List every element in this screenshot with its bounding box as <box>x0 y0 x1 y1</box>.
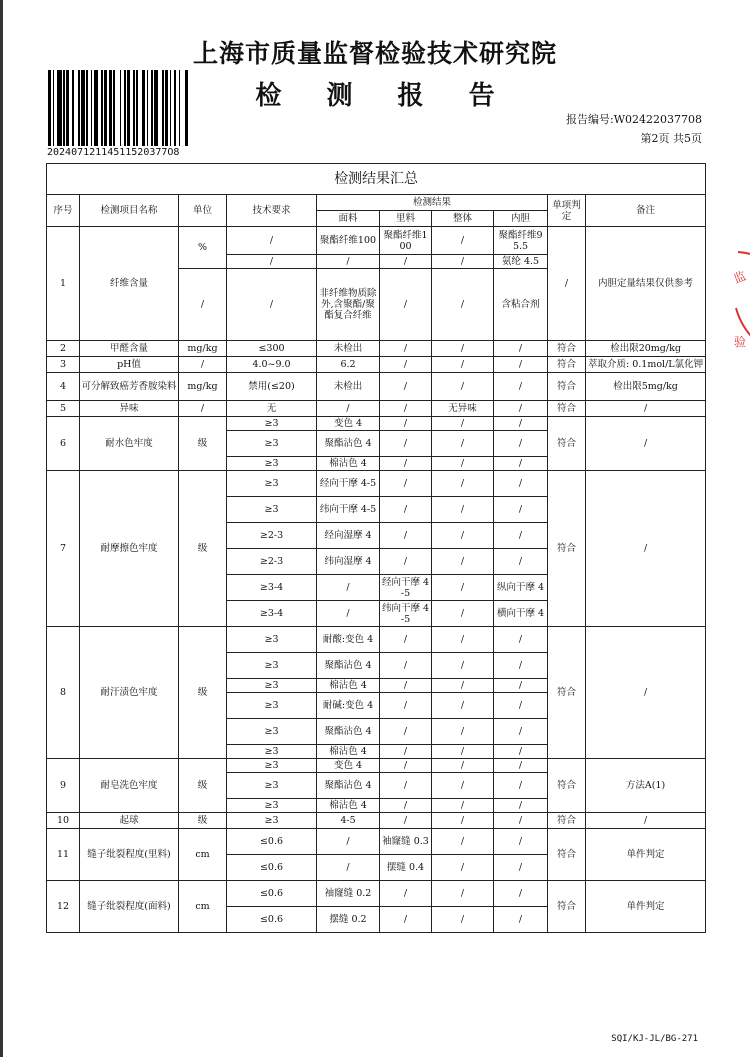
result-liliao: / <box>380 471 432 497</box>
requirement-cell: ≤300 <box>227 341 317 357</box>
result-mianliao: 变色 4 <box>317 417 380 431</box>
result-neidan: 氨纶 4.5 <box>494 255 548 269</box>
table-row <box>47 227 706 255</box>
test-item-name: 起球 <box>80 813 179 829</box>
result-zhengti: / <box>432 719 494 745</box>
page-left-edge <box>0 0 3 1057</box>
col-header-mianliao: 面料 <box>317 211 380 227</box>
result-mianliao: / <box>317 829 380 855</box>
remark-cell: / <box>586 471 706 627</box>
requirement-cell: ≤0.6 <box>227 855 317 881</box>
col-header-judgement: 单项判定 <box>548 195 586 227</box>
result-zhengti: / <box>432 497 494 523</box>
col-header-zhengti: 整体 <box>432 211 494 227</box>
result-neidan: / <box>494 813 548 829</box>
requirement-cell: ≥2-3 <box>227 549 317 575</box>
remark-cell: 方法A(1) <box>586 759 706 813</box>
result-liliao: / <box>380 759 432 773</box>
result-neidan: / <box>494 523 548 549</box>
result-liliao: / <box>380 907 432 933</box>
row-number: 10 <box>47 813 80 829</box>
result-liliao: / <box>380 881 432 907</box>
result-neidan: / <box>494 907 548 933</box>
requirement-cell: ≥3 <box>227 773 317 799</box>
table-row <box>47 829 706 855</box>
judgement-cell: 符合 <box>548 341 586 357</box>
result-liliao: / <box>380 457 432 471</box>
col-header-requirement: 技术要求 <box>227 195 317 227</box>
result-neidan: / <box>494 653 548 679</box>
requirement-cell: ≥3-4 <box>227 601 317 627</box>
result-mianliao: 聚酯纤维100 <box>317 227 380 255</box>
unit-cell: mg/kg <box>179 341 227 357</box>
result-zhengti: / <box>432 269 494 341</box>
test-item-name: pH值 <box>80 357 179 373</box>
requirement-cell: ≥3 <box>227 653 317 679</box>
result-liliao: / <box>380 693 432 719</box>
row-number: 5 <box>47 401 80 417</box>
unit-cell: / <box>179 357 227 373</box>
requirement-cell: ≥3 <box>227 417 317 431</box>
judgement-cell: 符合 <box>548 401 586 417</box>
result-neidan: / <box>494 773 548 799</box>
result-mianliao: 纬向湿摩 4 <box>317 549 380 575</box>
result-mianliao: 经向干摩 4-5 <box>317 471 380 497</box>
result-neidan: / <box>494 417 548 431</box>
result-mianliao: / <box>317 255 380 269</box>
result-liliao: / <box>380 773 432 799</box>
result-neidan: / <box>494 431 548 457</box>
result-neidan: / <box>494 799 548 813</box>
requirement-cell: 无 <box>227 401 317 417</box>
row-number: 1 <box>47 227 80 341</box>
result-mianliao: 未检出 <box>317 373 380 401</box>
result-neidan: / <box>494 693 548 719</box>
requirement-cell: ≥3 <box>227 745 317 759</box>
result-zhengti: / <box>432 575 494 601</box>
result-zhengti: / <box>432 601 494 627</box>
unit-cell: 级 <box>179 813 227 829</box>
partial-stamp <box>728 248 750 368</box>
requirement-cell: ≥3 <box>227 457 317 471</box>
row-number: 11 <box>47 829 80 881</box>
unit-cell: / <box>179 401 227 417</box>
result-zhengti: / <box>432 341 494 357</box>
remark-cell: 检出限20mg/kg <box>586 341 706 357</box>
result-neidan: / <box>494 457 548 471</box>
judgement-cell: / <box>548 227 586 341</box>
remark-cell: 内胆定量结果仅供参考 <box>586 227 706 341</box>
judgement-cell: 符合 <box>548 417 586 471</box>
result-liliao: / <box>380 653 432 679</box>
result-liliao: / <box>380 401 432 417</box>
result-mianliao: 4-5 <box>317 813 380 829</box>
result-neidan: / <box>494 341 548 357</box>
judgement-cell: 符合 <box>548 759 586 813</box>
result-neidan: 横向干摩 4 <box>494 601 548 627</box>
requirement-cell: ≤0.6 <box>227 881 317 907</box>
result-liliao: / <box>380 799 432 813</box>
unit-cell: 级 <box>179 759 227 813</box>
result-neidan: 聚酯纤维95.5 <box>494 227 548 255</box>
result-liliao: / <box>380 417 432 431</box>
result-neidan: 纵向干摩 4 <box>494 575 548 601</box>
remark-cell: / <box>586 417 706 471</box>
col-header-liliao: 里料 <box>380 211 432 227</box>
result-zhengti: / <box>432 457 494 471</box>
result-neidan: / <box>494 719 548 745</box>
requirement-cell: / <box>227 255 317 269</box>
judgement-cell: 符合 <box>548 357 586 373</box>
col-header-remark: 备注 <box>586 195 706 227</box>
row-number: 9 <box>47 759 80 813</box>
results-table <box>46 163 706 933</box>
result-mianliao: 未检出 <box>317 341 380 357</box>
organization-title: 上海市质量监督检验技术研究院 <box>192 39 557 68</box>
row-number: 7 <box>47 471 80 627</box>
result-neidan: 含粘合剂 <box>494 269 548 341</box>
result-neidan: / <box>494 679 548 693</box>
judgement-cell: 符合 <box>548 881 586 933</box>
unit-cell: % <box>179 227 227 269</box>
result-mianliao: 非纤维物质除外,含聚酯/聚酯复合纤维 <box>317 269 380 341</box>
result-neidan: / <box>494 373 548 401</box>
row-number: 4 <box>47 373 80 401</box>
remark-cell: / <box>586 813 706 829</box>
remark-cell: / <box>586 401 706 417</box>
result-zhengti: / <box>432 773 494 799</box>
result-mianliao: 棉沾色 4 <box>317 799 380 813</box>
table-row <box>47 341 706 357</box>
result-zhengti: / <box>432 855 494 881</box>
result-mianliao: 聚酯沾色 4 <box>317 719 380 745</box>
result-mianliao: 摆缝 0.2 <box>317 907 380 933</box>
requirement-cell: ≥3 <box>227 431 317 457</box>
requirement-cell: ≤0.6 <box>227 907 317 933</box>
result-mianliao: 聚酯沾色 4 <box>317 773 380 799</box>
row-number: 8 <box>47 627 80 759</box>
requirement-cell: ≥3 <box>227 799 317 813</box>
table-row <box>47 627 706 653</box>
test-item-name: 耐皂洗色牢度 <box>80 759 179 813</box>
result-mianliao: 棉沾色 4 <box>317 745 380 759</box>
test-item-name: 缝子纰裂程度(里料) <box>80 829 179 881</box>
requirement-cell: 4.0~9.0 <box>227 357 317 373</box>
test-item-name: 耐摩擦色牢度 <box>80 471 179 627</box>
result-zhengti: / <box>432 549 494 575</box>
result-liliao: 经向干摩 4-5 <box>380 575 432 601</box>
unit-cell: 级 <box>179 471 227 627</box>
result-liliao: / <box>380 627 432 653</box>
requirement-cell: ≥3 <box>227 759 317 773</box>
col-header-results: 检测结果 <box>317 195 548 211</box>
unit-cell: mg/kg <box>179 373 227 401</box>
row-number: 12 <box>47 881 80 933</box>
result-zhengti: / <box>432 627 494 653</box>
result-liliao: / <box>380 373 432 401</box>
test-item-name: 纤维含量 <box>80 227 179 341</box>
row-number: 3 <box>47 357 80 373</box>
test-item-name: 异味 <box>80 401 179 417</box>
result-mianliao: 聚酯沾色 4 <box>317 653 380 679</box>
results-table-body <box>47 227 706 933</box>
result-liliao: / <box>380 431 432 457</box>
result-liliao: / <box>380 813 432 829</box>
report-title: 检 测 报 告 <box>255 81 513 111</box>
unit-cell: / <box>179 269 227 341</box>
result-zhengti: / <box>432 431 494 457</box>
requirement-cell: / <box>227 227 317 255</box>
unit-cell: cm <box>179 881 227 933</box>
unit-cell: 级 <box>179 417 227 471</box>
result-zhengti: / <box>432 653 494 679</box>
table-row <box>47 881 706 907</box>
result-zhengti: / <box>432 523 494 549</box>
result-mianliao: 纬向干摩 4-5 <box>317 497 380 523</box>
remark-cell: / <box>586 627 706 759</box>
remark-cell: 单件判定 <box>586 881 706 933</box>
result-zhengti: / <box>432 881 494 907</box>
judgement-cell: 符合 <box>548 627 586 759</box>
requirement-cell: ≥3 <box>227 719 317 745</box>
table-row <box>47 357 706 373</box>
result-neidan: / <box>494 829 548 855</box>
table-row <box>47 373 706 401</box>
col-header-unit: 单位 <box>179 195 227 227</box>
test-item-name: 甲醛含量 <box>80 341 179 357</box>
table-row <box>47 417 706 431</box>
result-neidan: / <box>494 855 548 881</box>
test-item-name: 缝子纰裂程度(面料) <box>80 881 179 933</box>
result-liliao: / <box>380 523 432 549</box>
result-mianliao: / <box>317 601 380 627</box>
result-mianliao: 耐碱:变色 4 <box>317 693 380 719</box>
requirement-cell: ≥3 <box>227 813 317 829</box>
judgement-cell: 符合 <box>548 373 586 401</box>
result-liliao: / <box>380 341 432 357</box>
svg-text:监: 监 <box>731 268 748 286</box>
col-header-item: 检测项目名称 <box>80 195 179 227</box>
result-liliao: / <box>380 719 432 745</box>
result-liliao: / <box>380 679 432 693</box>
requirement-cell: ≥3 <box>227 693 317 719</box>
remark-cell: 单件判定 <box>586 829 706 881</box>
unit-cell: cm <box>179 829 227 881</box>
test-item-name: 耐汗渍色牢度 <box>80 627 179 759</box>
result-zhengti: / <box>432 829 494 855</box>
judgement-cell: 符合 <box>548 813 586 829</box>
result-zhengti: / <box>432 255 494 269</box>
result-mianliao: 变色 4 <box>317 759 380 773</box>
results-table-wrapper <box>46 163 705 933</box>
test-item-name: 可分解致癌芳香胺染料 <box>80 373 179 401</box>
result-mianliao: / <box>317 855 380 881</box>
row-number: 2 <box>47 341 80 357</box>
result-mianliao: 耐酸:变色 4 <box>317 627 380 653</box>
result-liliao: / <box>380 357 432 373</box>
report-number: 报告编号:W02422037708 <box>566 113 702 126</box>
requirement-cell: ≥2-3 <box>227 523 317 549</box>
row-number: 6 <box>47 417 80 471</box>
requirement-cell: ≥3 <box>227 497 317 523</box>
requirement-cell: ≥3-4 <box>227 575 317 601</box>
svg-text:验: 验 <box>734 335 747 349</box>
unit-cell: 级 <box>179 627 227 759</box>
result-mianliao: / <box>317 575 380 601</box>
result-zhengti: / <box>432 813 494 829</box>
result-liliao: 袖窿缝 0.3 <box>380 829 432 855</box>
table-row <box>47 813 706 829</box>
judgement-cell: 符合 <box>548 471 586 627</box>
result-zhengti: / <box>432 417 494 431</box>
result-mianliao: 袖窿缝 0.2 <box>317 881 380 907</box>
result-zhengti: / <box>432 357 494 373</box>
result-zhengti: / <box>432 693 494 719</box>
result-neidan: / <box>494 357 548 373</box>
result-zhengti: / <box>432 799 494 813</box>
result-zhengti: / <box>432 373 494 401</box>
result-liliao: / <box>380 269 432 341</box>
result-zhengti: / <box>432 745 494 759</box>
page-indicator: 第2页 共5页 <box>640 132 702 145</box>
result-liliao: / <box>380 497 432 523</box>
result-neidan: / <box>494 759 548 773</box>
result-neidan: / <box>494 881 548 907</box>
result-neidan: / <box>494 497 548 523</box>
result-mianliao: 棉沾色 4 <box>317 679 380 693</box>
judgement-cell: 符合 <box>548 829 586 881</box>
remark-cell: 萃取介质: 0.1mol/L氯化钾 <box>586 357 706 373</box>
requirement-cell: ≥3 <box>227 627 317 653</box>
table-row <box>47 401 706 417</box>
result-liliao: / <box>380 549 432 575</box>
requirement-cell: ≥3 <box>227 679 317 693</box>
result-liliao: / <box>380 255 432 269</box>
result-zhengti: / <box>432 759 494 773</box>
result-neidan: / <box>494 627 548 653</box>
col-header-no: 序号 <box>47 195 80 227</box>
result-zhengti: 无异味 <box>432 401 494 417</box>
result-neidan: / <box>494 549 548 575</box>
requirement-cell: ≥3 <box>227 471 317 497</box>
barcode-number: 20240712114511520377O8 <box>47 147 180 158</box>
result-mianliao: 聚酯沾色 4 <box>317 431 380 457</box>
result-mianliao: 6.2 <box>317 357 380 373</box>
requirement-cell: ≤0.6 <box>227 829 317 855</box>
requirement-cell: 禁用(≤20) <box>227 373 317 401</box>
result-mianliao: 棉沾色 4 <box>317 457 380 471</box>
result-liliao: 摆缝 0.4 <box>380 855 432 881</box>
result-zhengti: / <box>432 471 494 497</box>
table-row <box>47 471 706 497</box>
col-header-neidan: 内胆 <box>494 211 548 227</box>
test-item-name: 耐水色牢度 <box>80 417 179 471</box>
result-mianliao: 经向湿摩 4 <box>317 523 380 549</box>
result-zhengti: / <box>432 227 494 255</box>
table-row <box>47 759 706 773</box>
result-liliao: 聚酯纤维100 <box>380 227 432 255</box>
requirement-cell: / <box>227 269 317 341</box>
result-neidan: / <box>494 745 548 759</box>
remark-cell: 检出限5mg/kg <box>586 373 706 401</box>
form-code: SQI/KJ-JL/BG-271 <box>611 1034 698 1044</box>
result-mianliao: / <box>317 401 380 417</box>
result-liliao: 纬向干摩 4-5 <box>380 601 432 627</box>
result-liliao: / <box>380 745 432 759</box>
result-neidan: / <box>494 471 548 497</box>
table-caption: 检测结果汇总 <box>47 164 706 195</box>
result-zhengti: / <box>432 907 494 933</box>
result-neidan: / <box>494 401 548 417</box>
result-zhengti: / <box>432 679 494 693</box>
barcode <box>48 70 190 146</box>
